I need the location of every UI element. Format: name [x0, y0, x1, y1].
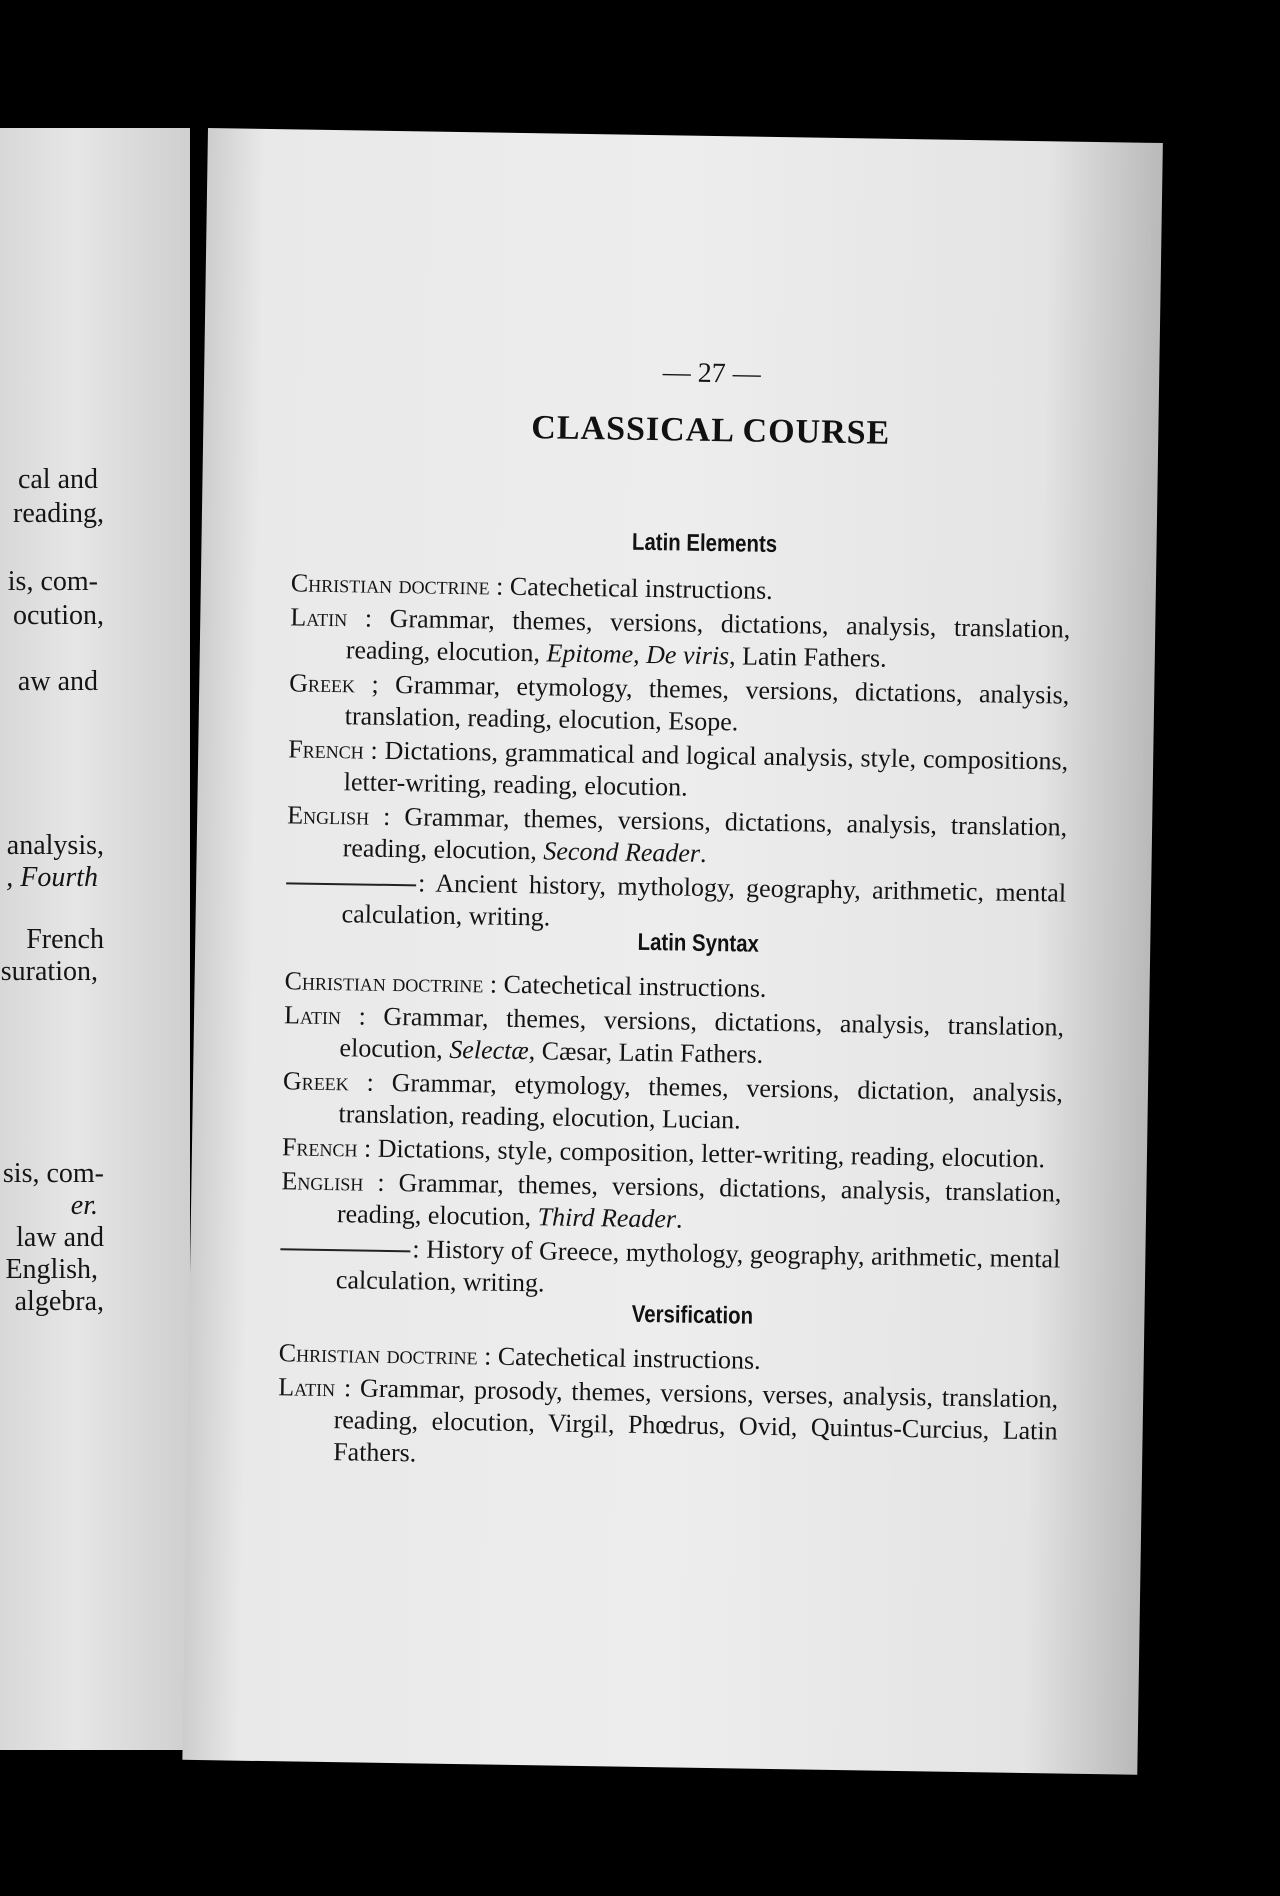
ditto-rule: [280, 1248, 410, 1252]
subject-separator: :: [363, 735, 385, 765]
left-facing-page: [0, 128, 190, 1750]
subject-label: Latin: [290, 602, 348, 633]
course-entry: [286, 799, 1067, 875]
subject-text: Grammar, prosody, themes, versions, verses, analysis, translation, reading, elocution, Virgil, Phœdrus, Ovid, Quintus-Curcius, Latin Fathers.: [332, 1373, 1059, 1468]
section-latin-elements: [285, 567, 1071, 943]
book-title: Selectæ: [449, 1034, 529, 1066]
subject-separator: :: [363, 1167, 399, 1198]
subject-label: Christian doctrine: [284, 966, 484, 999]
subject-separator: :: [368, 801, 405, 832]
subject-text: Dictations, grammatical and logical analysis, style, compositions, letter-writing, reading, elocution.: [343, 735, 1069, 802]
ditto-rule: [286, 882, 416, 886]
page-number: — 27 —: [662, 357, 761, 390]
course-entry: [283, 999, 1064, 1075]
subject-label: Christian doctrine: [278, 1338, 478, 1371]
subject-text: Grammar, etymology, themes, versions, dictations, analysis, translation, reading, elocution, Esope.: [344, 670, 1070, 737]
section-heading-versification: Versification: [631, 1300, 754, 1330]
left-page-fragment: algebra,: [14, 1286, 104, 1317]
left-page-fragment: French: [26, 924, 104, 955]
subject-separator: :: [477, 1341, 499, 1371]
subject-label: Greek: [282, 1066, 350, 1097]
subject-separator: :: [346, 603, 390, 633]
subject-separator: :: [412, 1234, 427, 1264]
subject-text-tail: .: [699, 838, 707, 868]
book-title: Epitome, De viris: [546, 638, 730, 671]
book-title: Third Reader: [537, 1202, 677, 1234]
subject-text: Catechetical instructions.: [509, 571, 773, 605]
subject-text: Grammar, themes, versions, dictations, analysis, translation, elocution,: [339, 1001, 1065, 1064]
subject-text-tail: .: [675, 1204, 683, 1234]
course-entry: [287, 733, 1068, 809]
subject-text: Catechetical instructions.: [497, 1341, 761, 1375]
course-entry: [290, 601, 1071, 677]
subject-separator: ;: [354, 669, 396, 700]
left-page-fragment: suration,: [0, 956, 98, 987]
subject-label: English: [286, 800, 370, 831]
course-title: CLASSICAL COURSE: [531, 409, 891, 452]
subject-text: History of Greece, mythology, geography, arithmetic, mental calculation, writing.: [335, 1234, 1061, 1298]
left-page-fragment: er.: [70, 1190, 98, 1221]
book-title: Second Reader: [543, 836, 701, 868]
subject-text: Catechetical instructions.: [503, 969, 767, 1003]
subject-text-tail: , Cæsar, Latin Fathers.: [528, 1036, 764, 1069]
left-page-fragment: ocution,: [13, 600, 104, 631]
left-page-fragment: sis, com-: [2, 1158, 104, 1189]
course-entry: [282, 1065, 1063, 1141]
subject-separator: :: [357, 1133, 378, 1163]
subject-text: Grammar, etymology, themes, versions, dictation, analysis, translation, reading, elocution, Lucian.: [338, 1068, 1064, 1135]
subject-label: English: [281, 1166, 364, 1197]
subject-text: Dictations, style, composition, letter-writing, reading, elocution.: [377, 1133, 1046, 1174]
subject-separator: :: [340, 1001, 384, 1031]
subject-label: Latin: [283, 1000, 342, 1031]
course-entry: [281, 1165, 1062, 1241]
subject-label: French: [288, 734, 364, 765]
subject-label: Christian doctrine: [290, 568, 490, 601]
subject-label: Latin: [278, 1372, 336, 1403]
course-entry: [280, 1231, 1061, 1307]
left-page-fragment: English,: [5, 1254, 98, 1285]
section-versification: [277, 1337, 1059, 1481]
subject-label: Greek: [289, 668, 356, 699]
section-heading-latin-syntax: Latin Syntax: [637, 928, 760, 958]
subject-separator: :: [334, 1373, 361, 1403]
subject-text: Grammar, themes, versions, dictations, analysis, translation, reading, elocution,: [345, 603, 1071, 668]
course-entry: [289, 667, 1070, 743]
left-page-fragment: aw and: [17, 666, 98, 697]
course-entry: [277, 1371, 1058, 1479]
left-page-fragment: reading,: [13, 498, 104, 529]
left-page-fragment: cal and: [17, 464, 98, 495]
subject-separator: :: [489, 571, 511, 601]
subject-text-tail: , Latin Fathers.: [728, 641, 887, 673]
section-latin-syntax: [280, 965, 1065, 1309]
subject-separator: :: [417, 868, 436, 898]
subject-separator: :: [483, 969, 504, 999]
subject-separator: :: [348, 1067, 392, 1098]
left-page-fragment: analysis,: [6, 830, 104, 861]
left-page-fragment: is, com-: [7, 566, 98, 597]
page: [182, 128, 1163, 1775]
left-page-fragment: , Fourth: [6, 862, 98, 893]
subject-label: French: [281, 1132, 358, 1163]
subject-text: Grammar, themes, versions, dictations, analysis, translation, reading, elocution,: [342, 802, 1068, 866]
subject-text: Ancient history, mythology, geography, arithmetic, mental calculation, writing.: [341, 868, 1067, 932]
subject-text: Grammar, themes, versions, dictations, analysis, translation, reading, elocution,: [336, 1168, 1062, 1232]
section-heading-latin-elements: Latin Elements: [631, 528, 778, 558]
left-page-fragment: law and: [16, 1222, 104, 1253]
